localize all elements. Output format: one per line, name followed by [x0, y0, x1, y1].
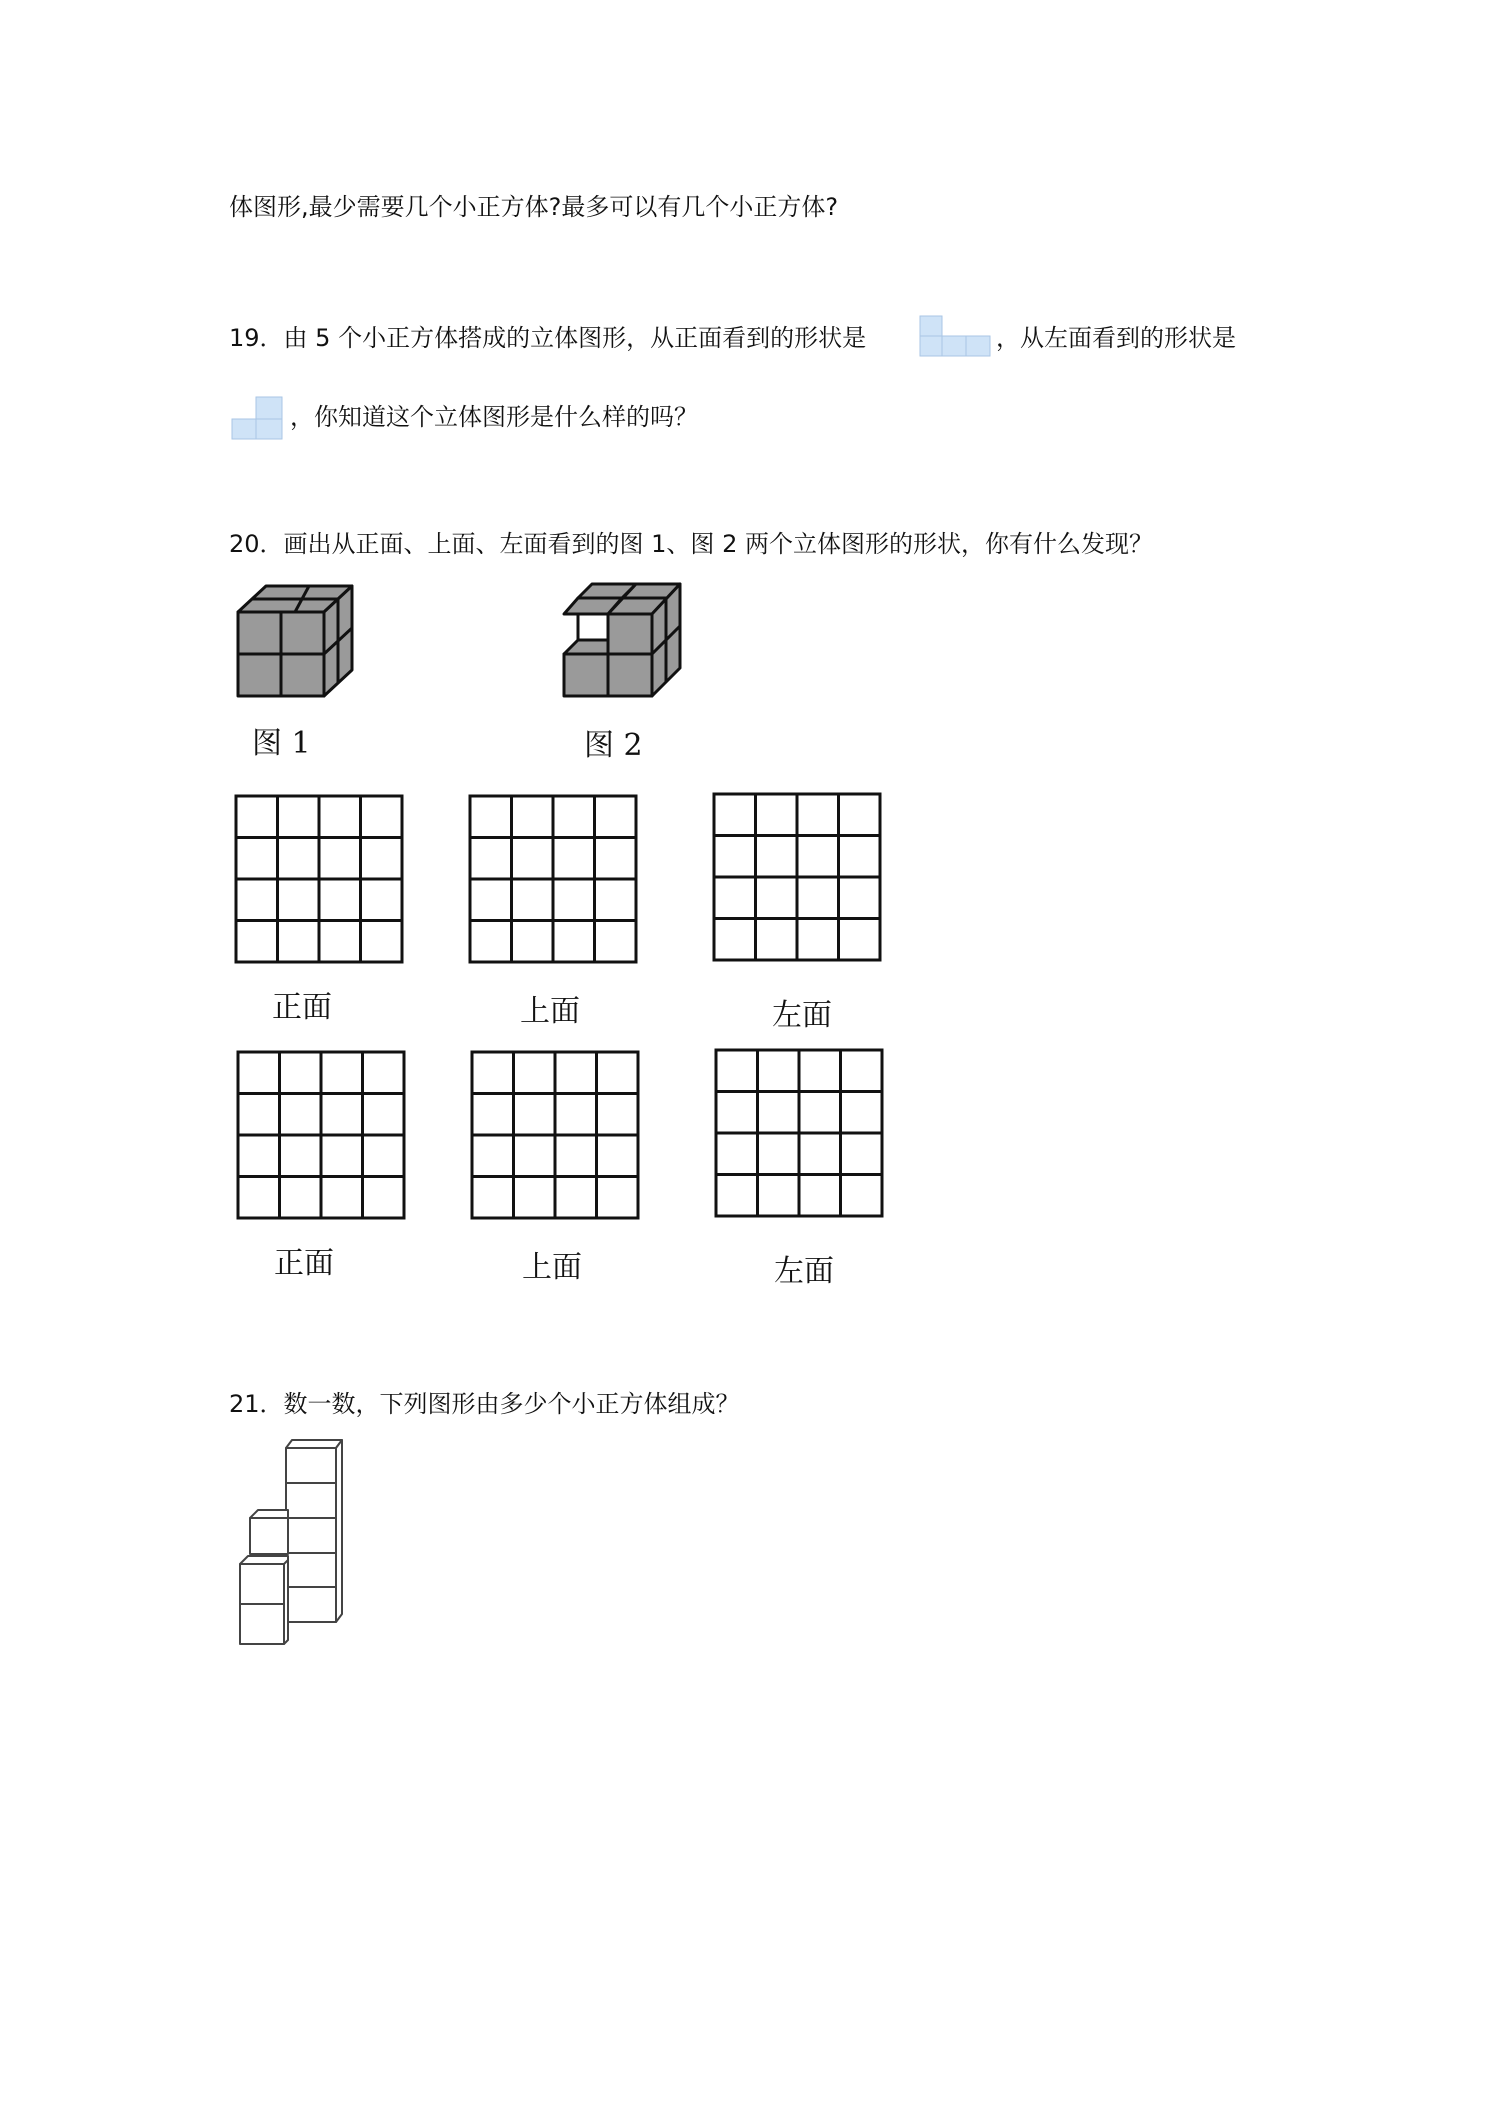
grid-row2-front [236, 1050, 406, 1220]
grid-row1-left [712, 792, 882, 962]
grid-row2-left [714, 1048, 884, 1218]
q19-part1: 19．由 5 个小正方体搭成的立体图形，从正面看到的形状是 [229, 324, 867, 352]
figure-2-label: 图 2 [584, 728, 643, 763]
figure-2-cube-drawing [562, 580, 686, 702]
grid-row1-left-label: 左面 [772, 998, 832, 1033]
grid-row2-top [470, 1050, 640, 1220]
continuation-text: 体图形,最少需要几个小正方体?最多可以有几个小正方体? [229, 193, 839, 221]
q19-part3: ，你知道这个立体图形是什么样的吗？ [290, 403, 698, 431]
stacked-cubes-drawing [236, 1438, 346, 1658]
q19-part2: ，从左面看到的形状是 [996, 324, 1236, 352]
grid-row1-front-label: 正面 [272, 990, 332, 1025]
left-view-shape-icon [230, 393, 286, 441]
grid-row1-top [468, 794, 638, 964]
grid-row2-left-label: 左面 [774, 1254, 834, 1289]
figure-1-label: 图 1 [252, 726, 311, 761]
grid-row2-top-label: 上面 [522, 1250, 582, 1285]
grid-row2-front-label: 正面 [274, 1246, 334, 1281]
q20-text: 20．画出从正面、上面、左面看到的图 1、图 2 两个立体图形的形状，你有什么发现？ [229, 530, 1153, 558]
front-view-shape-icon [918, 312, 992, 358]
grid-row1-top-label: 上面 [520, 994, 580, 1029]
q21-text: 21．数一数，下列图形由多少个小正方体组成？ [229, 1390, 740, 1418]
figure-1-cube-drawing [236, 584, 358, 702]
grid-row1-front [234, 794, 404, 964]
